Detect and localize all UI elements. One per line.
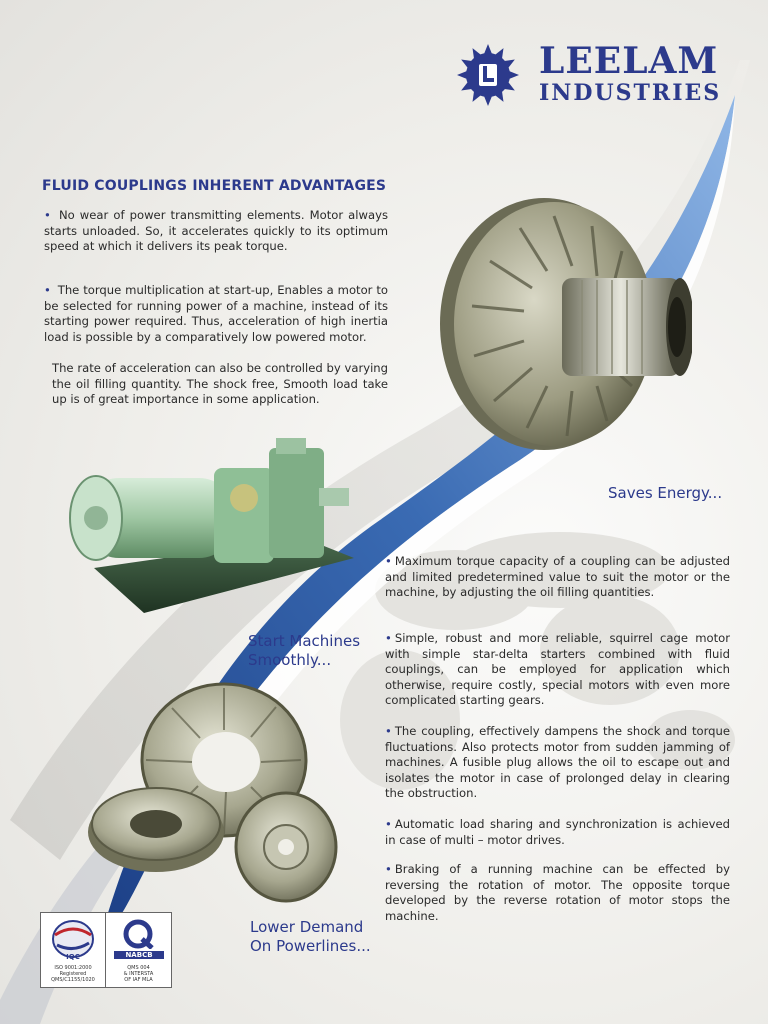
nabcb-badge: NABCB QMS 004 & INTERSTA OF IAF MLA [106,913,171,987]
benefit-item-2: • Simple, robust and more reliable, squirrel cage motor with simple star-delta starters combined with fluid couplings, can be employed for application which otherwise, require costly, special motors with even more complicated starting gears. [385,631,730,709]
callout-saves-energy: Saves Energy... [608,484,723,502]
benefit-item-5: • Braking of a running machine can be effected by reversing the rotation of motor. The opposite torque developed by the reverse rotation of motor stops the machine. [385,862,730,924]
advantage-paragraph-3: The rate of acceleration can also be controlled by varying the oil filling quantity. The shock free, Smooth load take up is of great importance in some application. [52,361,388,407]
iqc-badge: IQC ISO 9001:2000 Registered QMS/C1155/1020 [41,913,106,987]
benefit-item-3: • The coupling, effectively dampens the shock and torque fluctuations. Also protects motor from sudden jamming of machines. A fusible plug allows the oil to escape out and isolates the motor in case of prolonged delay in clearing the obstruction. [385,724,730,802]
advantage-paragraph-1: • No wear of power transmitting elements. Motor always starts unloaded. So, it accelerates quickly to its optimum speed at which it delivers its peak torque. [44,208,388,255]
brand-logo [455,40,745,110]
coupling-parts-image [86,682,342,904]
callout-lower-demand: Lower Demand On Powerlines... [250,918,371,955]
section-heading: FLUID COUPLINGS INHERENT ADVANTAGES [42,178,387,194]
gear-l-icon [455,42,521,108]
certification-badges [40,912,172,988]
callout-start-machines: Start Machines Smoothly... [248,632,361,669]
benefit-item-4: • Automatic load sharing and synchronization is achieved in case of multi – motor drives. [385,817,730,848]
brand-subtitle: INDUSTRIES [539,80,722,106]
q-mark-icon [120,919,156,949]
advantage-paragraph-2: • The torque multiplication at start-up, Enables a motor to be selected for running power of a machine, instead of its starting power required. Thus, acceleration of high inertia load is possible by a comparatively low powered motor. [44,283,388,345]
brand-name: LEELAM [539,40,719,82]
motor-assembly-image [64,438,356,618]
fluid-coupling-image [432,196,692,458]
benefit-item-1: • Maximum torque capacity of a coupling can be adjusted and limited predetermined value to suit the motor or the machine, by adjusting the oil filling quantities. [385,554,730,601]
